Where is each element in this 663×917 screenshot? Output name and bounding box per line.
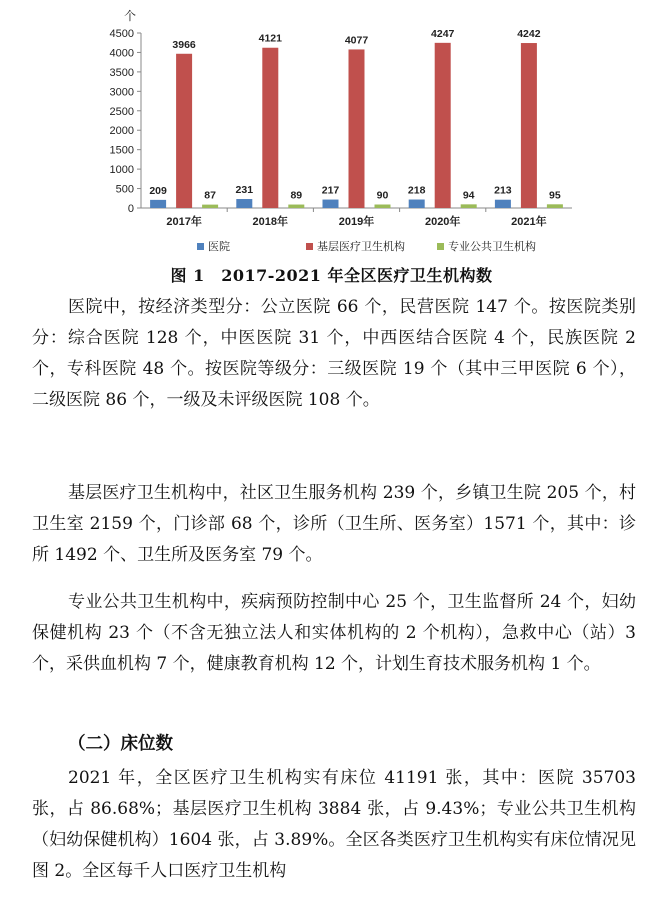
legend-label: 专业公共卫生机构 xyxy=(448,241,536,253)
bar-chart xyxy=(0,0,663,262)
paragraph-hospitals: 医院中，按经济类型分：公立医院 66 个，民营医院 147 个。按医院类别分：综合医院 128 个，中医医院 31 个，中西医结合医院 4 个，民族医院 2 个，专科医院 48 个。按医院等级分：三级医院 19 个（其中三甲医院 6 个），二级医院 86 个，一级及未评级医院 108 个。 xyxy=(32,297,636,410)
bar xyxy=(176,54,192,208)
y-axis-label: 个 xyxy=(123,9,137,23)
bar-value-label: 3966 xyxy=(172,38,196,51)
bar xyxy=(495,200,511,208)
bar-value-label: 4121 xyxy=(258,32,282,45)
x-tick-label: 2017年 xyxy=(166,216,202,228)
y-tick-label: 2000 xyxy=(109,125,134,138)
legend-swatch xyxy=(437,243,444,250)
bar xyxy=(547,204,563,208)
y-tick-label: 1500 xyxy=(109,144,134,157)
bar xyxy=(461,204,477,208)
bar xyxy=(435,43,451,208)
bar xyxy=(262,48,278,208)
y-tick-label: 4500 xyxy=(109,28,134,40)
bar xyxy=(521,43,537,208)
bar xyxy=(323,200,339,208)
bar xyxy=(150,200,166,208)
paragraph-public-health: 专业公共卫生机构中，疾病预防控制中心 25 个，卫生监督所 24 个，妇幼保健机构 23 个（不含无独立法人和实体机构的 2 个机构），急救中心（站）3 个，采供血机构 7 个，健康教育机构 12 个，计划生育技术服务机构 1 个。 xyxy=(32,592,636,674)
bar-value-label: 218 xyxy=(407,184,426,197)
figure-caption: 图 1 2017-2021 年全区医疗卫生机构数 xyxy=(170,266,493,285)
y-tick-label: 3000 xyxy=(109,86,134,99)
bar-value-label: 213 xyxy=(494,184,512,197)
legend-swatch xyxy=(306,243,313,250)
y-tick-label: 2500 xyxy=(109,105,134,118)
bar-value-label: 89 xyxy=(290,189,303,202)
section-heading-beds: （二）床位数 xyxy=(68,734,173,754)
y-tick-label: 4000 xyxy=(109,47,134,60)
bar-value-label: 4077 xyxy=(344,34,369,47)
y-tick-label: 500 xyxy=(115,183,134,196)
bar xyxy=(236,199,252,208)
legend-label: 基层医疗卫生机构 xyxy=(317,241,405,253)
x-tick-label: 2021年 xyxy=(511,216,547,228)
chart-legend xyxy=(197,239,536,253)
bar xyxy=(202,205,218,208)
bar xyxy=(409,200,425,208)
legend-label: 医院 xyxy=(208,241,230,253)
y-tick-label: 0 xyxy=(127,203,134,215)
x-tick-label: 2019年 xyxy=(338,216,375,228)
bar-value-label: 94 xyxy=(462,189,475,202)
y-tick-label: 3500 xyxy=(109,66,134,79)
bar-value-label: 217 xyxy=(321,184,340,197)
x-tick-label: 2020年 xyxy=(424,216,461,228)
bar xyxy=(375,205,391,209)
chart-bars xyxy=(150,43,563,208)
bar-value-label: 87 xyxy=(204,189,216,202)
bar-value-label: 209 xyxy=(149,184,167,197)
bar-value-label: 95 xyxy=(549,189,561,202)
paragraph-beds: 2021 年，全区医疗卫生机构实有床位 41191 张，其中：医院 35703 张，占 86.68%；基层医疗卫生机构 3884 张，占 9.43%；专业公共卫生机构（妇幼保健机构）1604 张，占 3.89%。全区各类医疗卫生机构实有床位情况见图 2。全区每千人口医疗卫生机构 xyxy=(32,768,636,881)
legend-swatch xyxy=(197,243,204,250)
bar-value-label: 90 xyxy=(376,189,389,202)
x-tick-label: 2018年 xyxy=(252,216,289,228)
bar-value-label: 4242 xyxy=(517,28,541,41)
bar xyxy=(288,205,304,208)
y-tick-label: 1000 xyxy=(109,164,134,177)
bar-value-label: 4247 xyxy=(431,27,455,40)
bar xyxy=(349,49,365,208)
bar-value-label: 231 xyxy=(235,184,254,197)
paragraph-primary-care: 基层医疗卫生机构中，社区卫生服务机构 239 个，乡镇卫生院 205 个，村卫生室 2159 个，门诊部 68 个，诊所（卫生所、医务室）1571 个，其中：诊所 1492 个、卫生所及医务室 79 个。 xyxy=(32,483,636,565)
